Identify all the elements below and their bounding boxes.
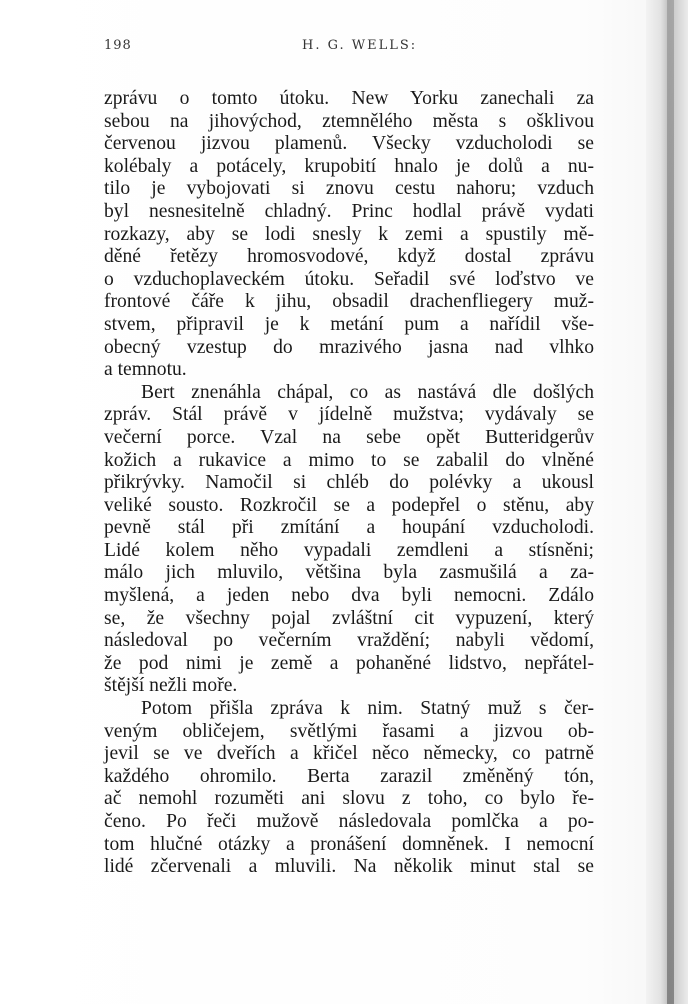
page-number: 198 bbox=[104, 38, 132, 53]
text-line: se, že všechny pojal zvláštní cit vypuzení, který bbox=[104, 607, 594, 629]
text-line: sebou na jihovýchod, ztemnělého města s ošklivou bbox=[104, 110, 594, 132]
text-line: že pod nimi je země a pohaněné lidstvo, nepřátel- bbox=[104, 652, 594, 674]
text-line: večerní porce. Vzal na sebe opět Butteridgerův bbox=[104, 426, 594, 448]
text-line: kožich a rukavice a mimo to se zabalil do vlněné bbox=[104, 449, 594, 471]
binding-shadow bbox=[667, 0, 674, 1004]
text-line: a temnotu. bbox=[104, 359, 187, 381]
text-line: veliké sousto. Rozkročil se a podepřel o stěnu, aby bbox=[104, 494, 594, 516]
text-line: veným obličejem, světlými řasami a jizvou ob- bbox=[104, 720, 594, 742]
text-line: štější nežli moře. bbox=[104, 675, 238, 697]
text-line: jevil se ve dveřích a křičel něco německy, co patrně bbox=[104, 743, 594, 765]
text-line: málo jich mluvilo, většina byla zasmušilá a za- bbox=[104, 562, 594, 584]
text-line: zprávu o tomto útoku. New Yorku zanechali za bbox=[104, 88, 594, 109]
running-head: H. G. WELLS: bbox=[302, 38, 418, 53]
text-line: Bert znenáhla chápal, co as nastává dle došlých bbox=[141, 381, 594, 403]
text-line: děné řetězy hromosvodové, když dostal zprávu bbox=[104, 246, 594, 268]
text-line: ač nemohl rozuměti ani slovu z toho, co bylo ře- bbox=[104, 788, 594, 810]
text-line: myšlená, a jeden nebo dva byli nemocni. Zdálo bbox=[104, 585, 594, 607]
text-line: tom hlučné otázky a pronášení domněnek. I nemocní bbox=[104, 833, 594, 855]
text-line: frontové čáře k jihu, obsadil drachenfliegery muž- bbox=[104, 291, 594, 313]
text-line: přikrývky. Namočil si chléb do polévky a ukousl bbox=[104, 472, 594, 494]
text-line: tilo je vybojovati si znovu cestu nahoru; vzduch bbox=[104, 178, 594, 200]
text-line: pevně stál při zmítání a houpání vzducholodi. bbox=[104, 517, 594, 539]
page-header bbox=[104, 38, 604, 60]
text-line: Potom přišla zpráva k nim. Statný muž s čer- bbox=[141, 698, 594, 720]
body-text bbox=[104, 88, 594, 879]
page-binding-edge bbox=[646, 0, 688, 1004]
text-line: zpráv. Stál právě v jídelně mužstva; vydávaly se bbox=[104, 404, 594, 426]
text-line: každého ohromilo. Berta zarazil změněný tón, bbox=[104, 765, 594, 787]
text-line: lidé zčervenali a mluvili. Na několik minut stal se bbox=[104, 856, 594, 878]
text-line: stvem, připravil je k metání pum a nařídil vše- bbox=[104, 313, 594, 335]
text-line: rozkazy, aby se lodi snesly k zemi a spustily mě- bbox=[104, 223, 594, 245]
text-line: čeno. Po řeči mužově následovala pomlčka a po- bbox=[104, 811, 594, 832]
text-line: obecný vzestup do mrazivého jasna nad vlhko bbox=[104, 336, 594, 358]
text-line: Lidé kolem něho vypadali zemdleni a stísněni; bbox=[104, 539, 594, 561]
text-line: následoval po večerním vraždění; nabyli vědomí, bbox=[104, 630, 594, 652]
text-line: kolébaly a potácely, krupobití hnalo je dolů a nu- bbox=[104, 155, 594, 177]
text-line: o vzduchoplaveckém útoku. Seřadil své loďstvo ve bbox=[104, 268, 594, 290]
text-line: byl nesnesitelně chladný. Princ hodlal právě vydati bbox=[104, 200, 594, 222]
text-line: červenou jizvou plamenů. Všecky vzducholodi se bbox=[104, 133, 594, 155]
